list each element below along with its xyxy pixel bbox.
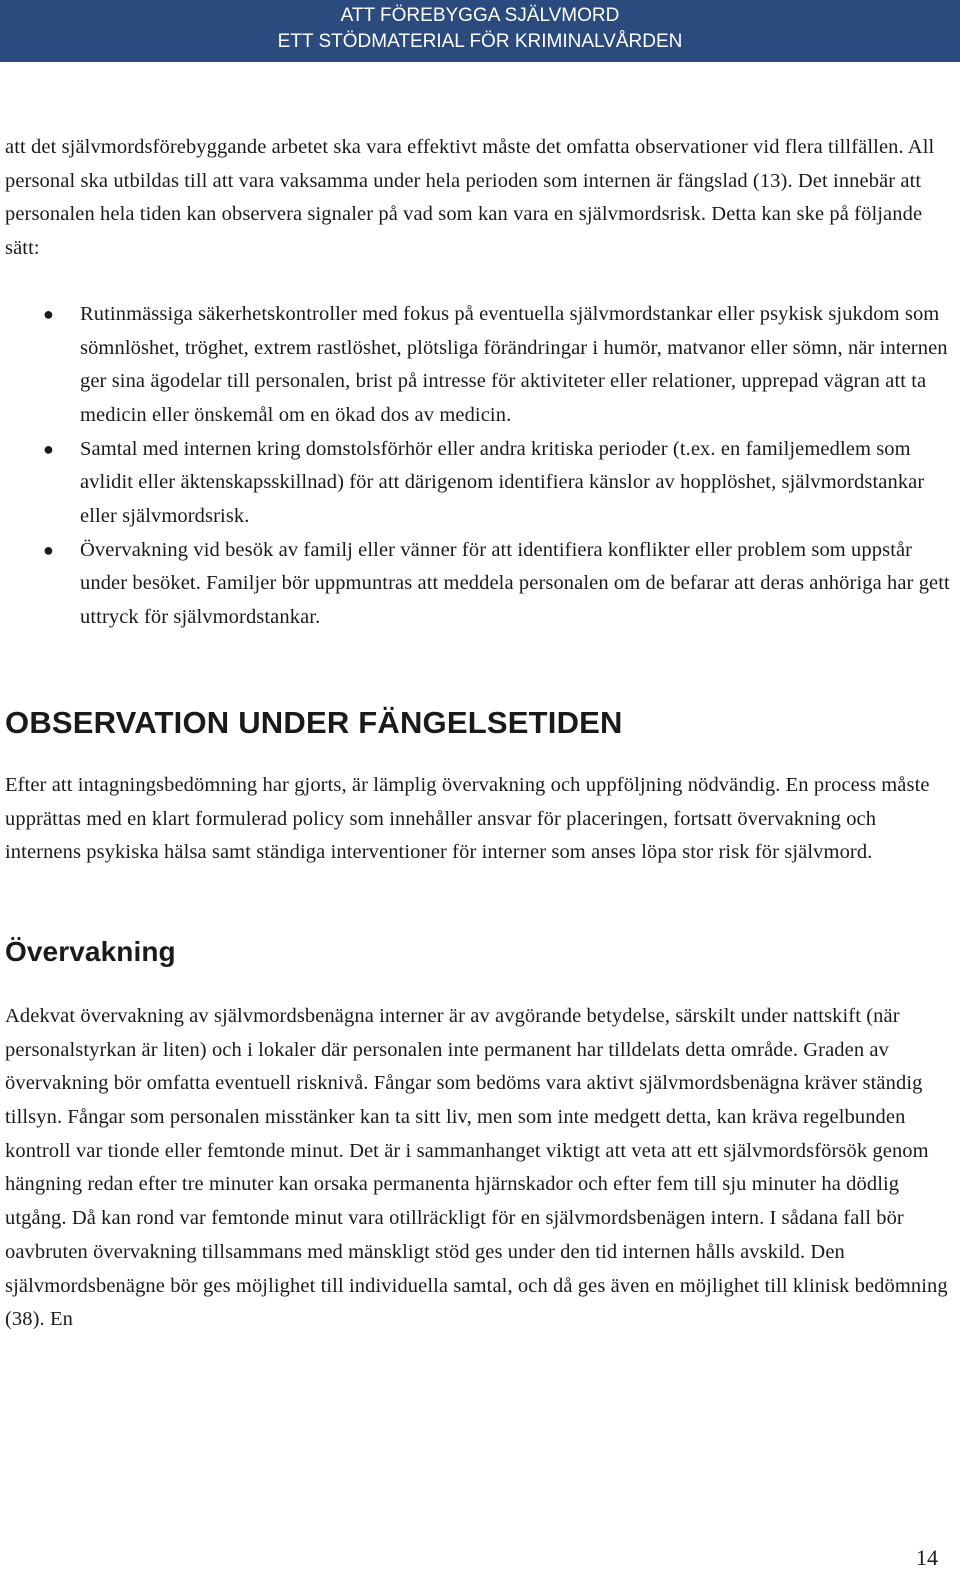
header-title: ATT FÖREBYGGA SJÄLVMORD — [340, 5, 620, 26]
bullet-icon: ● — [43, 303, 54, 324]
list-item-text: Samtal med internen kring domstolsförhör eller andra kritiska perioder (t.ex. en familjemedlem som avlidit eller äktenskapsskillnad) för att därigenom identifiera känslor av hopplöshet, självmordstankar eller självmordsrisk. — [80, 437, 925, 528]
bullet-icon: ● — [43, 438, 54, 459]
section-heading-observation: OBSERVATION UNDER FÄNGELSETIDEN — [5, 704, 623, 740]
observation-paragraph: Efter att intagningsbedömning har gjorts, är lämplig övervakning och uppföljning nödvändig. En process måste upprättas med en klart formulerad policy som innehåller ansvar för placeringen, fortsatt övervakning och internens psykiska hälsa samt ständiga interventioner för interner som anses löpa stor risk för självmord. — [5, 773, 930, 864]
list-item — [5, 433, 950, 534]
page-number: 14 — [916, 1545, 938, 1570]
document-body — [5, 131, 950, 1337]
bullet-icon: ● — [43, 539, 54, 560]
list-item — [5, 298, 950, 433]
overvakning-paragraph: Adekvat övervakning av självmordsbenägna interner är av avgörande betydelse, särskilt under nattskift (när personalstyrkan är liten) och i lokaler där personalen inte permanent har tilldelats detta område. Graden av övervakning bör omfatta eventuell risknivå. Fångar som bedöms vara aktivt självmordsbenägna kräver ständig tillsyn. Fångar som personalen misstänker kan ta sitt liv, men som inte medgett detta, kan kräva regelbunden kontroll var tionde eller femtonde minut. Det är i sammanhanget viktigt att veta att ett självmordsförsök genom hängning redan efter tre minuter kan orsaka permanenta hjärnskador och efter fem till sju minuter ha dödlig utgång. Då kan rond var femtonde minut vara otillräckligt för en självmordsbenägen intern. I sådana fall bör oavbruten övervakning tillsammans med mänskligt stöd ges under den tid internen hålls avskild. Den självmordsbenägne bör ges möjlighet till individuella samtal, och då ges även en möjlighet till klinisk bedömning (38). En — [5, 1004, 948, 1331]
section-heading-overvakning: Övervakning — [5, 935, 176, 967]
list-item — [5, 534, 950, 635]
bullet-list — [5, 298, 950, 635]
page-header — [0, 0, 960, 62]
list-item-text: Övervakning vid besök av familj eller vänner för att identifiera konflikter eller problem som uppstår under besöket. Familjer bör uppmuntras att meddela personalen om de befarar att deras anhöriga har gett uttryck för självmordstankar. — [80, 538, 950, 629]
header-subtitle: ETT STÖDMATERIAL FÖR KRIMINALVÅRDEN — [277, 31, 683, 52]
intro-paragraph: att det självmordsförebyggande arbetet ska vara effektivt måste det omfatta observationer vid flera tillfällen. All personal ska utbildas till att vara vaksamma under hela perioden som internen är fängslad (13). Det innebär att personalen hela tiden kan observera signaler på vad som kan vara en självmordsrisk. Detta kan ske på följande sätt: — [5, 136, 935, 260]
list-item-text: Rutinmässiga säkerhetskontroller med fokus på eventuella självmordstankar eller psykisk sjukdom som sömnlöshet, tröghet, extrem rastlöshet, plötsliga förändringar i humör, matvanor eller sömn, när internen ger sina ägodelar till personalen, brist på intresse för aktiviteter eller relationer, upprepad vägran att ta medicin eller önskemål om en ökad dos av medicin. — [80, 302, 948, 426]
